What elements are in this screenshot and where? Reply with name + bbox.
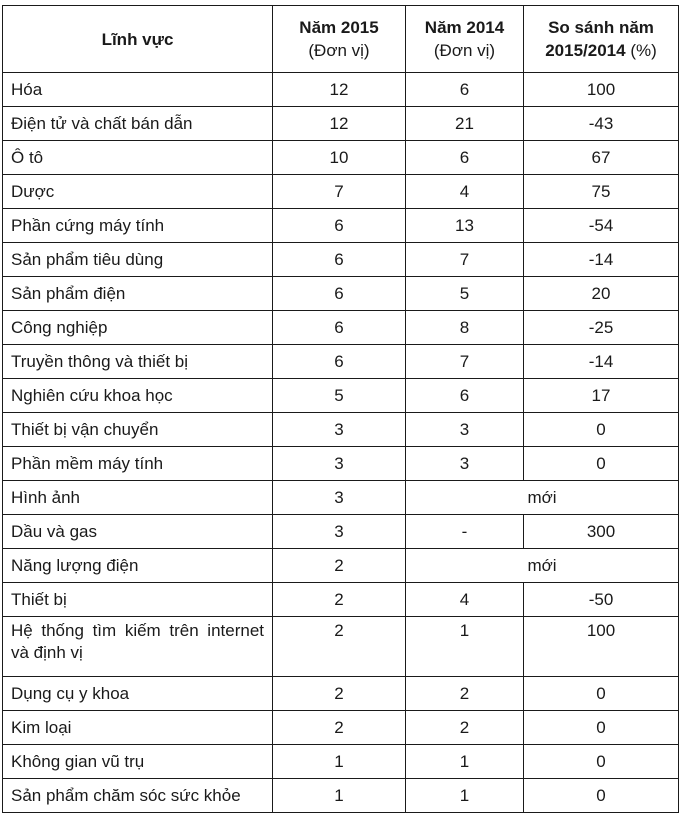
table-row	[3, 617, 679, 677]
table-row	[3, 141, 679, 175]
value-2014-cell: 1	[406, 779, 524, 813]
table-row	[3, 677, 679, 711]
table-row	[3, 413, 679, 447]
compare-cell: 0	[524, 779, 679, 813]
value-2015-cell: 5	[273, 379, 406, 413]
header-compare	[524, 6, 679, 73]
compare-cell: 0	[524, 413, 679, 447]
field-cell: Dầu và gas	[3, 515, 273, 549]
value-2015-cell: 2	[273, 549, 406, 583]
compare-cell: 0	[524, 447, 679, 481]
compare-cell: 100	[524, 617, 679, 677]
field-cell: Hóa	[3, 73, 273, 107]
value-2014-cell: 13	[406, 209, 524, 243]
compare-cell: 75	[524, 175, 679, 209]
header-2014-label: Năm 2014	[424, 18, 505, 37]
table-row	[3, 549, 679, 583]
value-2014-cell: 7	[406, 345, 524, 379]
value-2015-cell: 7	[273, 175, 406, 209]
table-row	[3, 277, 679, 311]
compare-cell: 67	[524, 141, 679, 175]
compare-cell: -54	[524, 209, 679, 243]
value-2015-cell: 3	[273, 481, 406, 515]
table-row	[3, 745, 679, 779]
compare-cell: -14	[524, 243, 679, 277]
field-cell: Truyền thông và thiết bị	[3, 345, 273, 379]
value-2015-cell: 1	[273, 779, 406, 813]
field-cell: Công nghiệp	[3, 311, 273, 345]
value-2014-cell: -	[406, 515, 524, 549]
field-cell: Sản phẩm tiêu dùng	[3, 243, 273, 277]
field-cell: Thiết bị	[3, 583, 273, 617]
value-2015-cell: 2	[273, 583, 406, 617]
header-2015	[273, 6, 406, 73]
header-row	[3, 6, 679, 73]
compare-cell: 100	[524, 73, 679, 107]
table-row	[3, 175, 679, 209]
value-2015-cell: 10	[273, 141, 406, 175]
value-2014-cell: 4	[406, 583, 524, 617]
value-2015-cell: 2	[273, 677, 406, 711]
value-2014-cell: 8	[406, 311, 524, 345]
value-2015-cell: 6	[273, 243, 406, 277]
table-row	[3, 107, 679, 141]
value-2014-cell: 7	[406, 243, 524, 277]
field-cell: Phần mềm máy tính	[3, 447, 273, 481]
compare-cell: 0	[524, 677, 679, 711]
compare-cell: 300	[524, 515, 679, 549]
compare-cell: 17	[524, 379, 679, 413]
value-2014-cell: 21	[406, 107, 524, 141]
value-2014-cell: 3	[406, 447, 524, 481]
field-cell: Sản phẩm điện	[3, 277, 273, 311]
field-cell: Dụng cụ y khoa	[3, 677, 273, 711]
compare-cell: -25	[524, 311, 679, 345]
field-cell: Năng lượng điện	[3, 549, 273, 583]
value-2014-cell: 6	[406, 141, 524, 175]
header-field-label: Lĩnh vực	[101, 29, 174, 49]
field-cell: Sản phẩm chăm sóc sức khỏe	[3, 779, 273, 813]
value-2015-cell: 12	[273, 73, 406, 107]
field-cell: Hệ thống tìm kiếm trên internet và định vị	[3, 617, 273, 677]
value-2015-cell: 2	[273, 617, 406, 677]
value-2015-cell: 3	[273, 447, 406, 481]
table-row	[3, 583, 679, 617]
table-row	[3, 447, 679, 481]
table-row	[3, 209, 679, 243]
value-2015-cell: 2	[273, 711, 406, 745]
field-cell: Dược	[3, 175, 273, 209]
value-2014-cell: 6	[406, 73, 524, 107]
value-2014-cell: 3	[406, 413, 524, 447]
new-cell: mới	[406, 481, 679, 515]
header-2014-unit: (Đơn vị)	[433, 41, 496, 60]
header-field	[3, 6, 273, 73]
compare-cell: -14	[524, 345, 679, 379]
table-row	[3, 481, 679, 515]
table-row	[3, 345, 679, 379]
table-row	[3, 779, 679, 813]
compare-cell: -43	[524, 107, 679, 141]
value-2014-cell: 1	[406, 617, 524, 677]
new-cell: mới	[406, 549, 679, 583]
value-2015-cell: 6	[273, 345, 406, 379]
table-row	[3, 379, 679, 413]
value-2015-cell: 6	[273, 277, 406, 311]
value-2015-cell: 3	[273, 413, 406, 447]
value-2014-cell: 6	[406, 379, 524, 413]
value-2014-cell: 5	[406, 277, 524, 311]
field-cell: Điện tử và chất bán dẫn	[3, 107, 273, 141]
table-row	[3, 73, 679, 107]
table-row	[3, 311, 679, 345]
field-cell: Phần cứng máy tính	[3, 209, 273, 243]
field-cell: Nghiên cứu khoa học	[3, 379, 273, 413]
field-cell: Không gian vũ trụ	[3, 745, 273, 779]
table-row	[3, 243, 679, 277]
value-2015-cell: 6	[273, 311, 406, 345]
field-cell: Hình ảnh	[3, 481, 273, 515]
value-2014-cell: 1	[406, 745, 524, 779]
header-compare-label: So sánh năm	[548, 18, 654, 37]
value-2014-cell: 2	[406, 711, 524, 745]
value-2014-cell: 2	[406, 677, 524, 711]
compare-cell: -50	[524, 583, 679, 617]
compare-cell: 0	[524, 745, 679, 779]
header-2015-unit: (Đơn vị)	[308, 41, 370, 60]
field-cell: Kim loại	[3, 711, 273, 745]
value-2015-cell: 3	[273, 515, 406, 549]
compare-cell: 0	[524, 711, 679, 745]
value-2015-cell: 6	[273, 209, 406, 243]
field-cell: Thiết bị vận chuyển	[3, 413, 273, 447]
data-table	[2, 5, 679, 813]
header-2015-label: Năm 2015	[299, 18, 379, 37]
value-2015-cell: 12	[273, 107, 406, 141]
header-compare-unit: (%)	[630, 41, 657, 60]
table-row	[3, 711, 679, 745]
value-2014-cell: 4	[406, 175, 524, 209]
header-compare-label-2: 2015/2014	[545, 41, 626, 60]
field-cell: Ô tô	[3, 141, 273, 175]
header-2014	[406, 6, 524, 73]
compare-cell: 20	[524, 277, 679, 311]
value-2015-cell: 1	[273, 745, 406, 779]
table-row	[3, 515, 679, 549]
